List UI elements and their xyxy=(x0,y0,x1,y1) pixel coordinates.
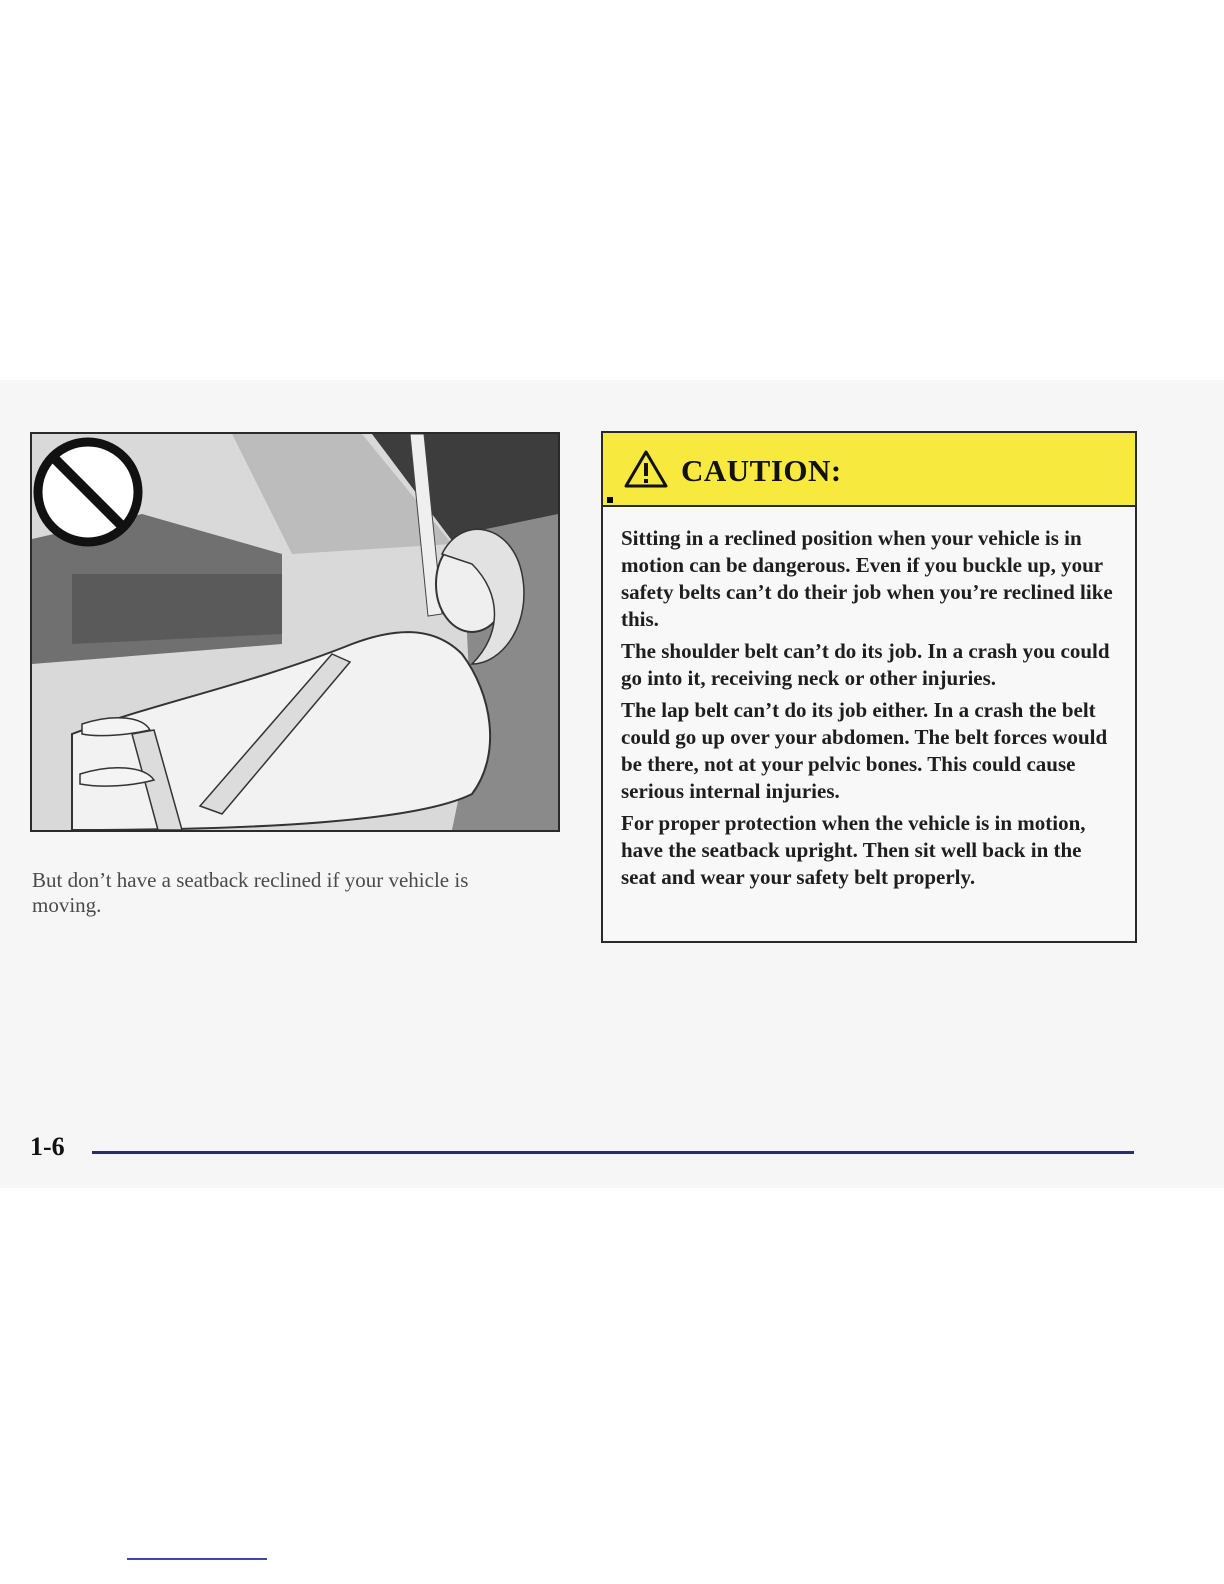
reclined-seat-illustration xyxy=(30,432,560,832)
caution-paragraph: For proper protection when the vehicle is in motion, have the seatback upright. Then sit well back in the seat and wear your safety belt properly. xyxy=(621,811,1086,889)
caution-header xyxy=(603,433,1135,507)
door-trim xyxy=(72,574,282,644)
warning-triangle-icon xyxy=(623,449,669,494)
prohibition-icon xyxy=(38,442,138,542)
caution-paragraph: The shoulder belt can’t do its job. In a crash you could go into it, receiving neck or other injuries. xyxy=(621,639,1110,690)
page-number: 1-6 xyxy=(30,1132,65,1161)
caution-text xyxy=(621,525,1121,896)
caution-box xyxy=(601,431,1137,943)
illustration-caption: But don’t have a seatback reclined if your vehicle is moving. xyxy=(32,868,469,917)
footer-rule xyxy=(92,1151,1134,1154)
caution-title: CAUTION: xyxy=(681,453,842,488)
bottom-rule xyxy=(127,1558,267,1560)
header-marker xyxy=(607,497,613,503)
illustration-drawing xyxy=(32,434,558,830)
caution-paragraph: The lap belt can’t do its job either. In a crash the belt could go up over your abdomen. The belt forces would be there, not at your pelvic bones. This could cause serious internal injuries. xyxy=(621,698,1108,803)
caution-paragraph: Sitting in a reclined position when your vehicle is in motion can be dangerous. Even if you buckle up, your safety belts can’t do their job when you’re reclined like this. xyxy=(621,526,1113,631)
